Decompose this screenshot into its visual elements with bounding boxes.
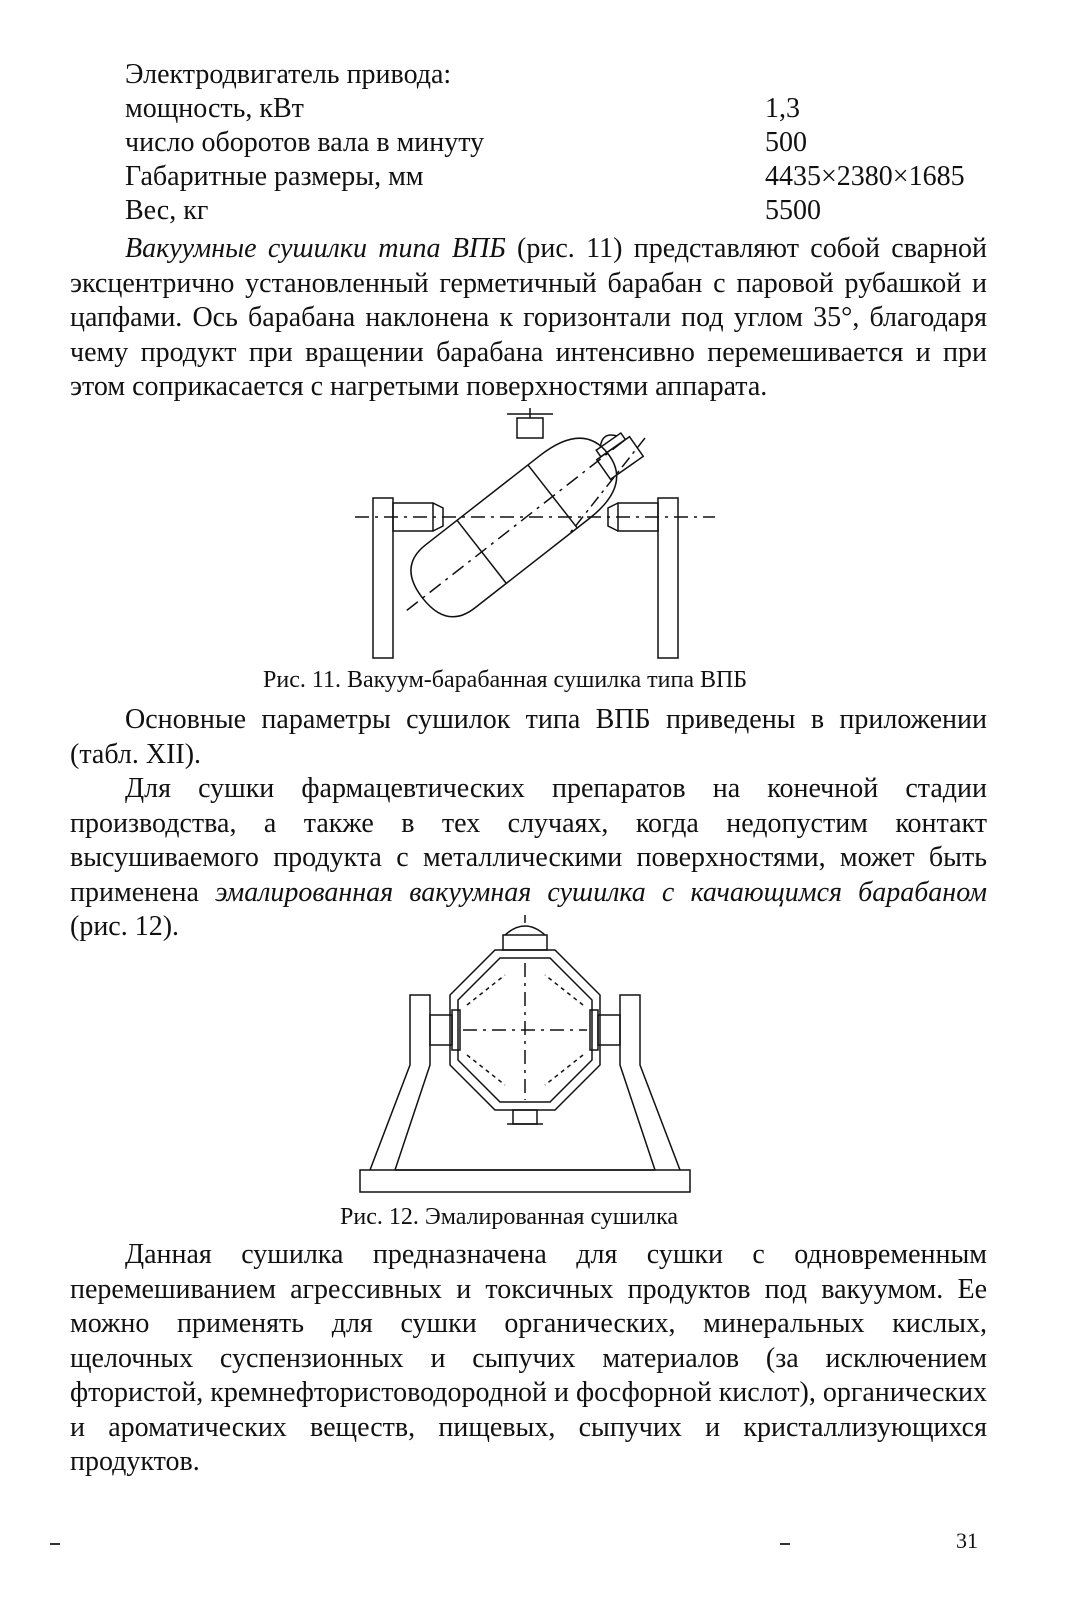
spec-row (125, 194, 985, 228)
page-number: 31 (956, 1528, 978, 1553)
figure-11-vacuum-drum-dryer (355, 408, 715, 663)
paragraph-text: (рис. 11) представляют собой сварной эксцентрично установленный герметичный барабан с паровой рубашкой и цапфами. Ось барабана наклонена к горизонтали под углом 35°, благодаря чему продукт при вращении барабана интенсивно перемешивается и при этом соприкасается с нагретыми поверхностями аппарата. (70, 233, 987, 402)
spec-heading-row (125, 58, 985, 92)
spec-label: мощность, кВт (125, 93, 304, 124)
figure-12-enamel-dryer (355, 915, 695, 1195)
paragraph-text: (рис. 12). (70, 911, 180, 942)
spec-heading: Электродвигатель привода: (125, 59, 452, 90)
spec-value: 500 (765, 127, 807, 158)
spec-row (125, 160, 985, 194)
figure-11-caption: Рис. 11. Вакуум-барабанная сушилка типа ВПБ (263, 667, 748, 693)
spec-row (125, 92, 985, 126)
paragraph-text: Для сушки фармацевтических препаратов на конечной стадии производства, а также в тех случаях, когда недопустим контакт высушиваемого продукта с металлическими поверхностями, может быть применена (70, 773, 987, 908)
spec-label: Габаритные размеры, мм (125, 161, 424, 192)
figure-12-caption: Рис. 12. Эмалированная сушилка (340, 1204, 679, 1230)
italic-term: эмалированная вакуумная сушилка с качающимся барабаном (215, 876, 987, 908)
spec-row (125, 126, 985, 160)
spec-table (125, 58, 985, 228)
scan-mark (50, 1543, 60, 1545)
spec-label: Вес, кг (125, 195, 209, 226)
spec-value: 4435×2380×1685 (765, 161, 965, 192)
paragraph-parameters: Основные параметры сушилок типа ВПБ приведены в приложении (табл. XII). (70, 704, 987, 770)
spec-value: 1,3 (765, 93, 800, 124)
spec-value: 5500 (765, 195, 821, 226)
scan-mark (780, 1543, 790, 1545)
italic-term: Вакуумные сушилки типа ВПБ (125, 233, 506, 264)
paragraph-enamel-dryer-use: Данная сушилка предназначена для сушки с одновременным перемешиванием агрессивных и токсичных продуктов под вакуумом. Ее можно применять для сушки органических, минеральных кислых, щелочных суспензионных и сыпучих материалов (за исключением фтористой, кремнефтористоводородной и фосфорной кислот), органических и ароматических веществ, пищевых, сыпучих и кристаллизующихся продуктов. (70, 1239, 987, 1477)
paragraph-vpb-description (70, 232, 987, 405)
spec-label: число оборотов вала в минуту (125, 127, 485, 158)
